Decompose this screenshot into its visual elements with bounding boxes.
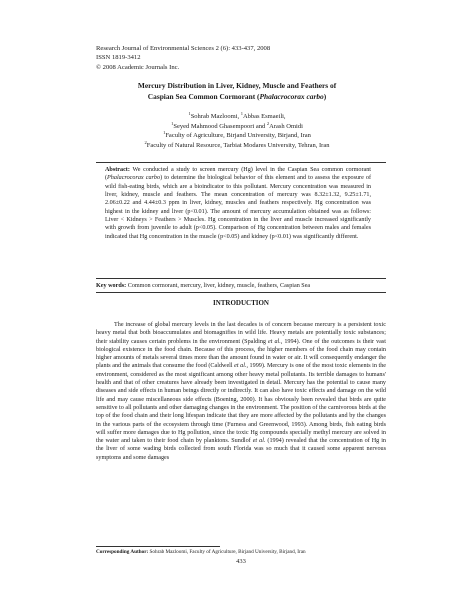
intro-paragraph [96,321,386,462]
author-line-2 [90,122,384,132]
intro-text: (1994) revealed that the concentration of Hg in the liver of some wading birds collected from south Florida was so much that it caused some apparent nervous symptoms and some damages [96,438,386,461]
abstract-label: Abstract: [105,167,130,173]
keywords-bottom-rule [96,292,386,293]
keywords [96,282,386,290]
title-species: Phalacrocorax carbo [259,92,324,101]
page-number: 433 [236,558,246,565]
intro-etal: et al. [234,363,247,370]
abstract-text: ) to determine the biological behavior of this element and to assess the exposure of wild fish-eating birds, which are a bioindicator to this pollutant. Mercury concentration was measured in liver, kidney, muscle and feathers. The mean concentration of mercury was 8.32±1.32, 9.25±1.71, 2.06±0.22 and 4.44±0.3 ppm in liver, kidney, muscles and feathers respectively. Hg concentration was highest in the kidney and liver (p<0.01). The amount of mercury accumulation obtained was as follows: Liver < Kidneys > Feathers > Muscles. Hg concentration in the liver and muscle increased significantly with growth from juvenile to adult (p<0.05). Comparison of Hg concentration between males and females indicated that Hg concentration in the muscle (p<0.05) and kidney (p<0.01) was significantly different. [105,175,372,240]
abstract-top-rule [96,162,386,163]
intro-etal: et al. [252,438,266,445]
footnote-rule [96,546,220,547]
affiliation-text: Faculty of Agriculture, Birjand University, Birjand, Iran [165,132,311,140]
intro-text: , 1994). One of the outcomes is their vast biological existence in the food chain. Because of this process, the higher members of the food chain may contain higher amounts of metals several times more than the amount found in water or air. It will consequently endanger the plants and the animals that consume the food (Caldwell [96,338,386,370]
abstract [105,166,371,241]
author-name: Abbas Esmaeili, [242,113,286,120]
section-heading: INTRODUCTION [212,299,269,307]
corresponding-text: Sohrab Mazloomi, Faculty of Agriculture, Birjand University, Birjand, Iran [148,549,306,555]
introduction-body [96,321,386,462]
paper-title [90,80,384,102]
intro-text: The increase of global mercury levels in the last decades is of concern because mercury is a persistent toxic heavy metal that both bioaccumulates and biomagnifies in wild life. Heavy metals are potentially toxic substances; their stability causes certain problems in the environment (Spalding [96,322,386,345]
affil-mark: 2 [144,139,147,145]
affil-mark: 1 [188,110,191,116]
affiliation-1 [90,131,384,141]
title-line-2 [90,91,384,102]
intro-etal: et al. [268,338,281,345]
title-prefix: Caspian Sea Common Cormorant ( [147,92,260,101]
abstract-species: Phalacrocorax carbo [107,175,161,182]
corresponding-author [96,549,386,556]
affil-mark: 1 [240,110,243,116]
abstract-text: We conducted a study to screen mercury (Hg) level in the Caspian Sea common cormorant ( [105,167,371,182]
issn: ISSN 1819-3412 [96,54,141,62]
author-name: Seyed Mahmood Ghasempoori and [173,122,267,130]
title-suffix: ) [323,92,327,101]
author-line-1 [90,112,384,122]
affil-mark: 1 [163,130,166,136]
copyright: © 2008 Academic Journals Inc. [96,63,180,71]
corresponding-label: Corresponding Author: [96,549,149,555]
affil-mark: 2 [266,120,270,126]
journal-header [96,44,270,72]
title-line-1: Mercury Distribution in Liver, Kidney, Muscle and Feathers of [137,81,337,90]
author-name: Arash Omidi [269,122,303,130]
keywords-label: Key words: [96,283,127,289]
journal-citation: Research Journal of Environmental Sciences 2 (6): 433-437, 2008 [96,45,271,52]
author-name: Sohrab Mazloomi, [190,113,241,120]
affiliation-2 [90,141,384,151]
author-block [90,112,384,150]
affiliation-text: Faculty of Natural Resource, Tarbiat Modares University, Tehran, Iran [146,141,330,149]
affil-mark: 1 [171,120,174,126]
keywords-top-rule [96,278,386,279]
keywords-text: Common cormorant, mercury, liver, kidney, muscle, feathers, Caspian Sea [126,283,311,289]
intro-text: , 1999). Mercury is one of the most toxic elements in the environment, considered as the most significant among other heavy metal pollutants. Its terrible damages to humans' health and that of other creatures have already been investigated in detail. Mercury has the potential to cause many diseases and side effects in human beings directly or indirectly. It can also have toxic effects and damage on the wild life and may cause miscellaneous side effects (Boening, 2000). It has obviously been revealed that birds are quite sensitive to all pollutants and other damaging changes in the environment. The position of the carnivorous birds at the top of the food chain and their long lifespan indicate that they are more affected by the pollutants and by the changes in the various parts of the ecosystem through time (Furness and Greenwood, 1993). Among birds, fish eating birds will suffer more damages due to Hg pollution, since the toxic Hg compounds specially methyl mercury are solved in the water and taken to their food chain by planktons. Sundlof [96,363,387,445]
